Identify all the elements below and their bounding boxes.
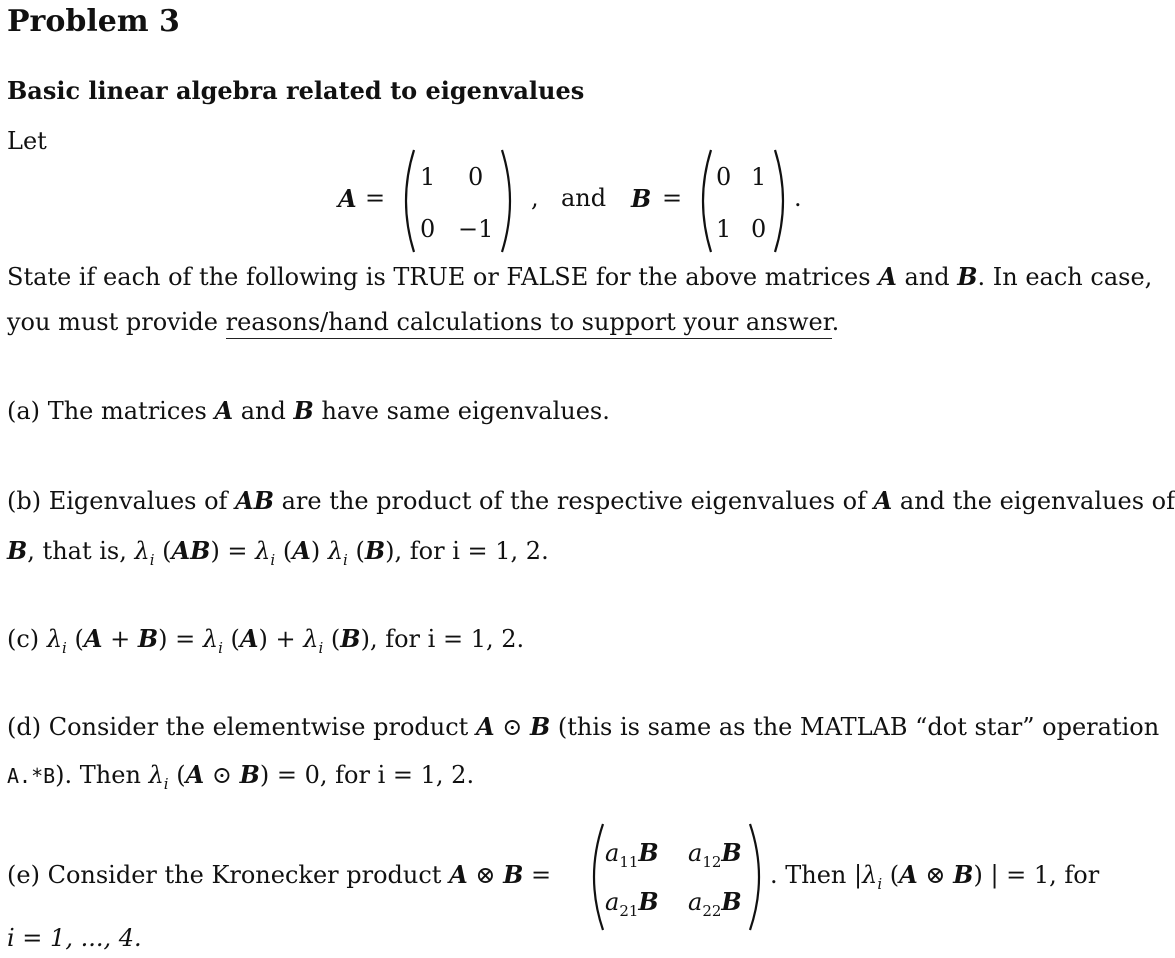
kronecker-entry-11: $a_{11}B$ xyxy=(605,838,659,871)
matrix-b-entry-21: 1 xyxy=(716,215,732,243)
page-title: Problem 3 xyxy=(7,4,180,39)
matrix-b-entry-12: 1 xyxy=(751,163,767,191)
kronecker-entry-21: $a_{21}B$ xyxy=(605,887,659,920)
matrix-a-entry-12: 0 xyxy=(468,163,484,191)
equals-sign: = xyxy=(662,184,683,212)
and-text: and xyxy=(561,184,607,212)
part-b-line-2: B, that is, $\lambda_i$ $(AB) = \lambda_i$ (A) $\lambda_i$ (B), for i = 1, 2. xyxy=(7,536,549,569)
kronecker-entry-22: $a_{22}B$ xyxy=(688,887,742,920)
part-d-line-2: A.*B). Then $\lambda_i$ (A ⊙ B) = 0, for i = 1, 2. xyxy=(7,760,475,793)
matrix-a-entry-22: −1 xyxy=(458,215,494,243)
part-b-line-1: (b) Eigenvalues of AB are the product of the respective eigenvalues of A and the eigenvalues of xyxy=(7,486,1175,515)
underlined-requirement: reasons/hand calculations to support your answer xyxy=(226,308,832,339)
part-e-then: . Then $|\lambda_i$ (A ⊗ B) | = 1, for xyxy=(770,860,1100,893)
matrix-b-label: B xyxy=(631,184,652,213)
part-a: (a) The matrices A and B have same eigenvalues. xyxy=(7,396,610,425)
instructions-line-2: you must provide reasons/hand calculations to support your answer. xyxy=(7,308,839,336)
matrix-b-bracket xyxy=(695,146,795,256)
period: . xyxy=(794,184,802,212)
part-d-line-1: (d) Consider the elementwise product A ⊙ B (this is same as the MATLAB “dot star” operation xyxy=(7,712,1160,741)
part-c: (c) $\lambda_i$ $(A + B) = \lambda_i$ $(A) + \lambda_i$ (B), for i = 1, 2. xyxy=(7,624,525,657)
part-e-line-1: (e) Consider the Kronecker product A ⊗ B = xyxy=(7,860,552,889)
matlab-code: A.*B xyxy=(7,764,56,788)
kronecker-entry-12: $a_{12}B$ xyxy=(688,838,742,871)
section-subtitle: Basic linear algebra related to eigenvalues xyxy=(7,76,585,105)
equals-sign: = xyxy=(365,184,386,212)
comma: , xyxy=(531,184,539,212)
let-text: Let xyxy=(7,127,47,155)
matrix-a-entry-21: 0 xyxy=(420,215,436,243)
matrix-a-entry-11: 1 xyxy=(420,163,436,191)
matrix-b-entry-11: 0 xyxy=(716,163,732,191)
part-e-line-2: i = 1, ..., 4. xyxy=(7,924,142,952)
matrix-b-entry-22: 0 xyxy=(751,215,767,243)
instructions-line-1: State if each of the following is TRUE or FALSE for the above matrices A and B. In each case, xyxy=(7,262,1153,291)
matrix-a-label: A xyxy=(338,184,357,213)
